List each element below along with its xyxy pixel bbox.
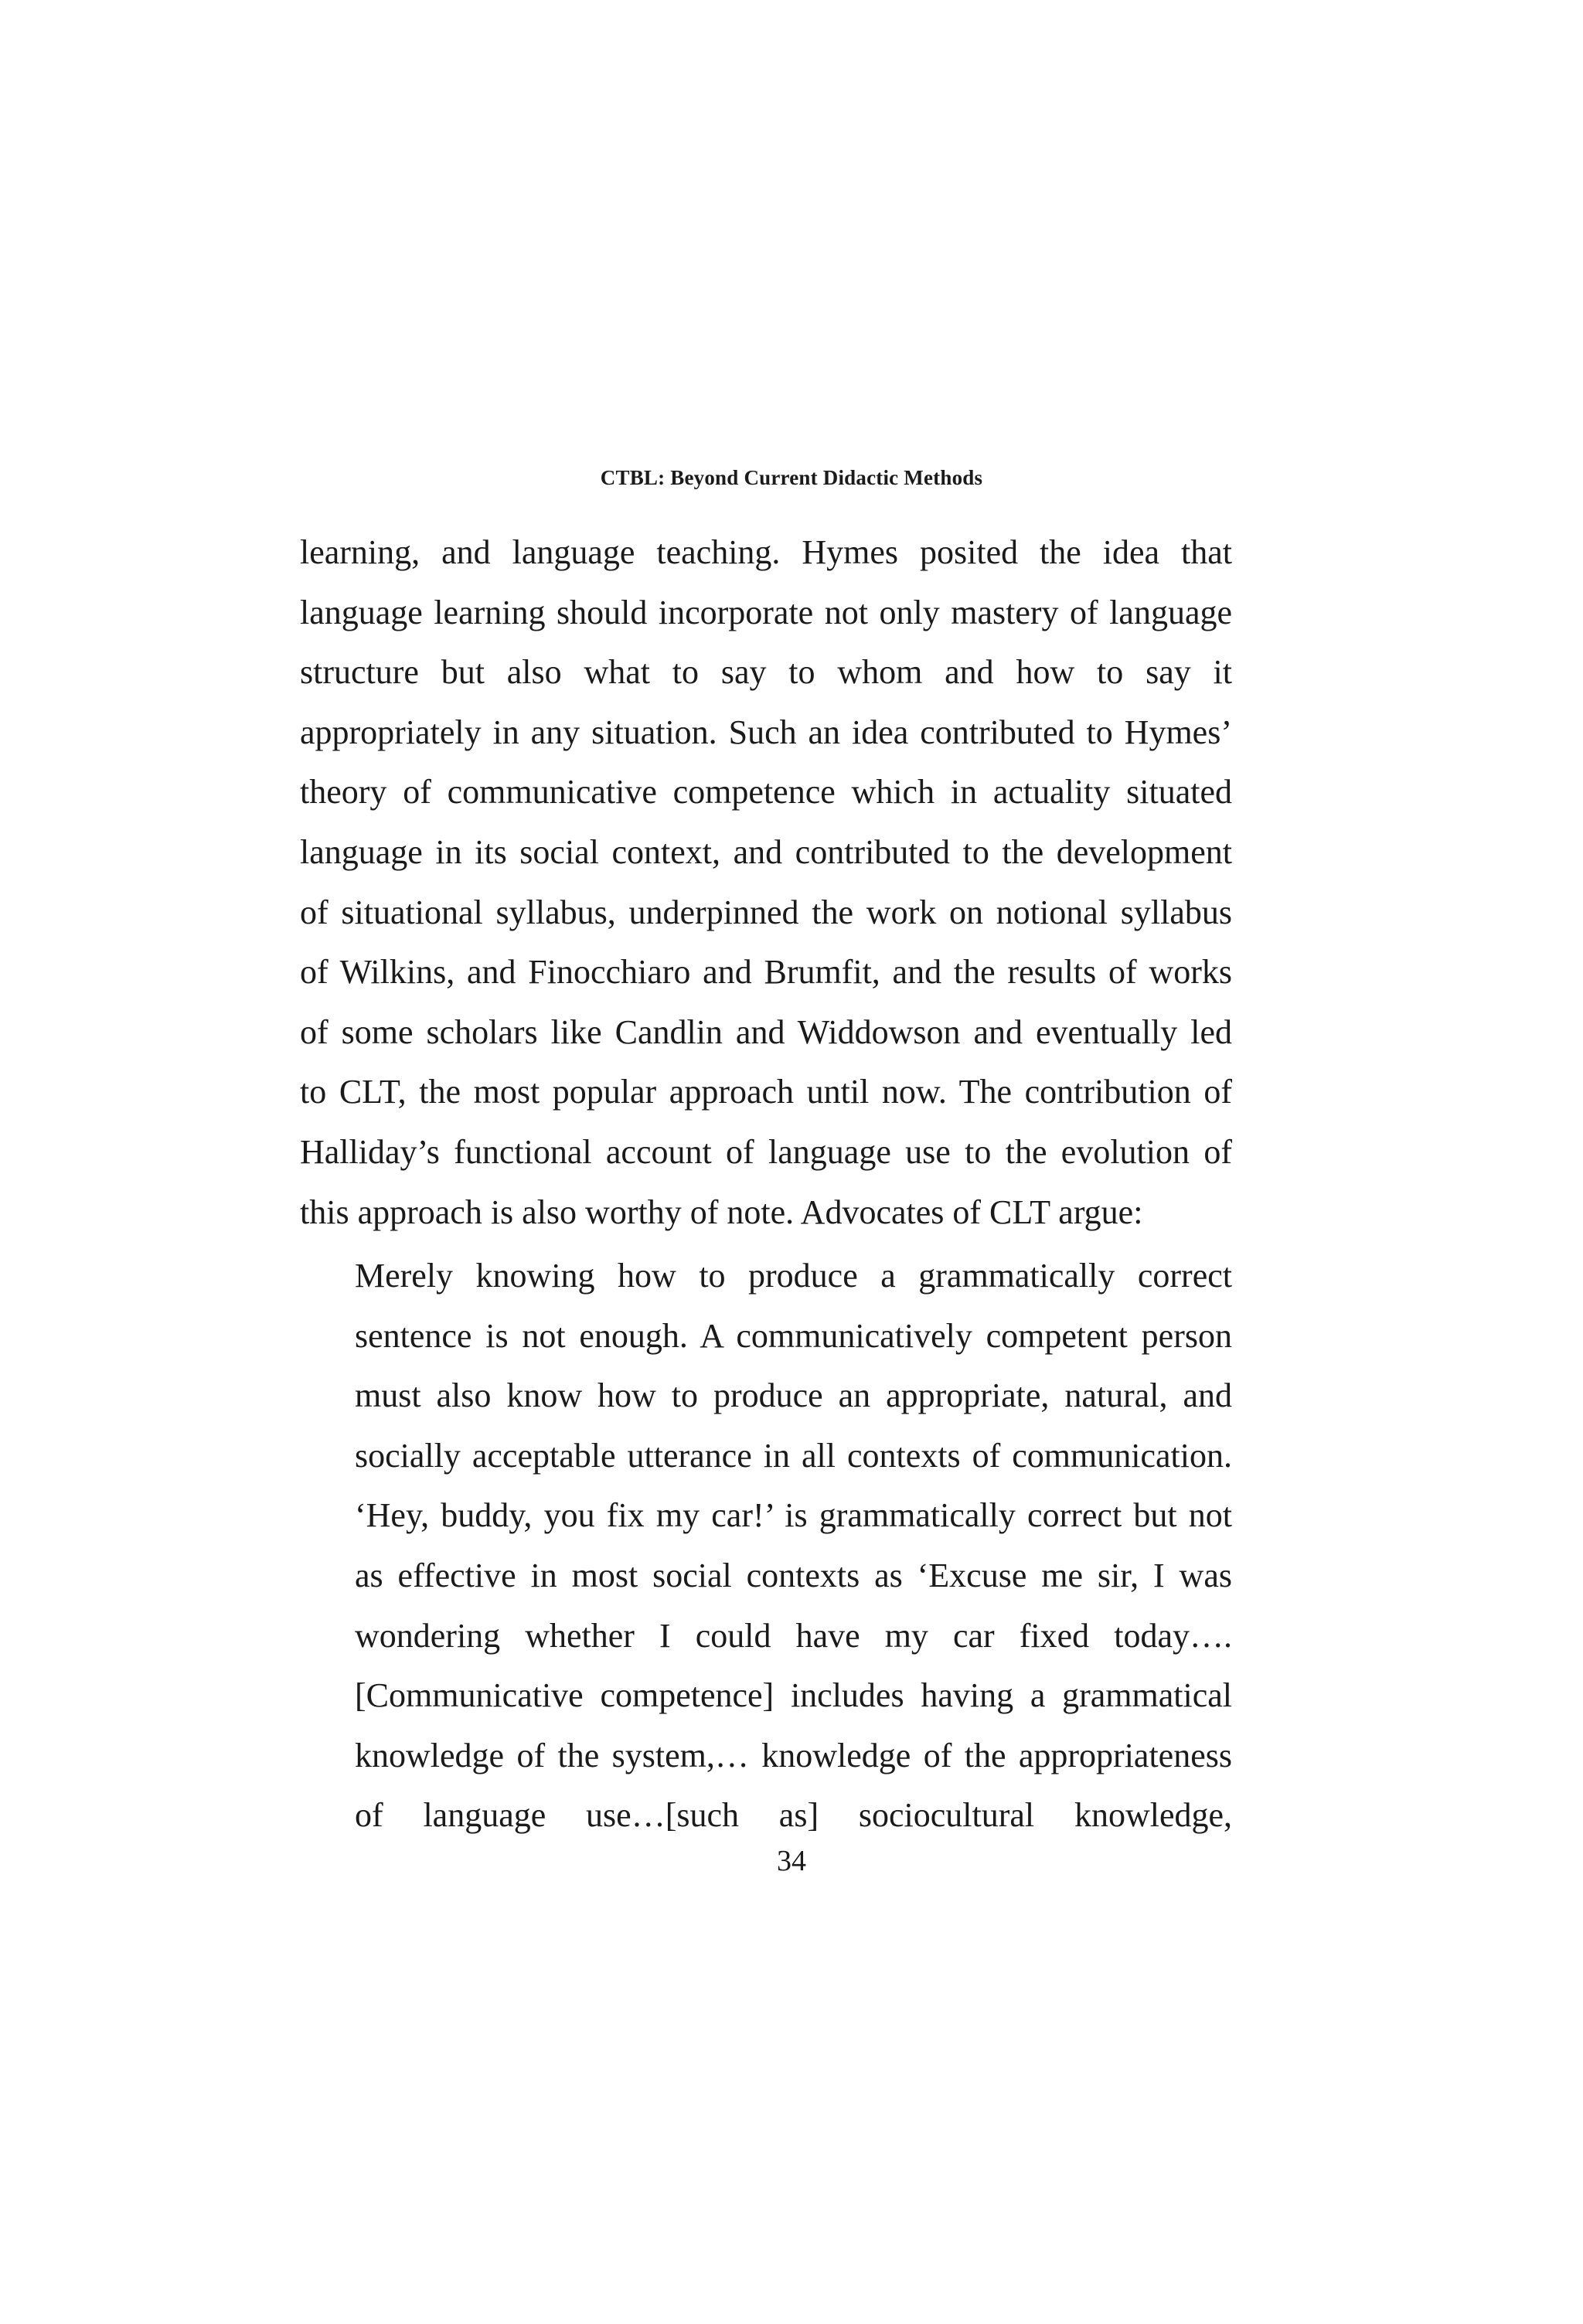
body-line: of some scholars like Candlin and Widdowson and eventually led xyxy=(300,1012,1232,1051)
body-line: this approach is also worthy of note. Advocates of CLT argue: xyxy=(300,1193,1143,1231)
body-line: to CLT, the most popular approach until now. The contribution of xyxy=(300,1073,1232,1111)
running-header: CTBL: Beyond Current Didactic Methods xyxy=(600,466,983,489)
body-line: of situational syllabus, underpinned the work on notional syllabus xyxy=(300,893,1232,931)
quote-line: ‘Hey, buddy, you fix my car!’ is grammatically correct but not xyxy=(355,1496,1232,1535)
page-number: 34 xyxy=(777,1845,806,1877)
body-line: structure but also what to say to whom and how to say it xyxy=(300,653,1232,692)
quote-line: as effective in most social contexts as ‘Excuse me sir, I was xyxy=(355,1556,1232,1594)
quote-line: socially acceptable utterance in all contexts of communication. xyxy=(355,1436,1232,1475)
body-line: theory of communicative competence which in actuality situated xyxy=(300,773,1232,812)
block-quote xyxy=(355,1246,1232,1846)
quote-line: sentence is not enough. A communicatively competent person xyxy=(355,1316,1232,1355)
quote-line: Merely knowing how to produce a grammatically correct xyxy=(355,1257,1232,1295)
body-line: language learning should incorporate not only mastery of language xyxy=(300,593,1232,631)
body-line: of Wilkins, and Finocchiaro and Brumfit, and the results of works xyxy=(300,953,1232,992)
quote-line: [Communicative competence] includes having a grammatical xyxy=(355,1676,1232,1715)
quote-line: wondering whether I could have my car fixed today…. xyxy=(355,1616,1232,1655)
quote-line: must also know how to produce an appropriate, natural, and xyxy=(355,1376,1232,1415)
body-line: Halliday’s functional account of language use to the evolution of xyxy=(300,1132,1232,1171)
body-line: learning, and language teaching. Hymes posited the idea that xyxy=(300,533,1232,571)
body-paragraph xyxy=(300,522,1232,1242)
quote-line: of language use…[such as] sociocultural knowledge, xyxy=(355,1796,1232,1835)
body-line: appropriately in any situation. Such an idea contributed to Hymes’ xyxy=(300,713,1232,751)
quote-line: knowledge of the system,… knowledge of the appropriateness xyxy=(355,1736,1232,1774)
body-line: language in its social context, and contributed to the development xyxy=(300,832,1232,871)
